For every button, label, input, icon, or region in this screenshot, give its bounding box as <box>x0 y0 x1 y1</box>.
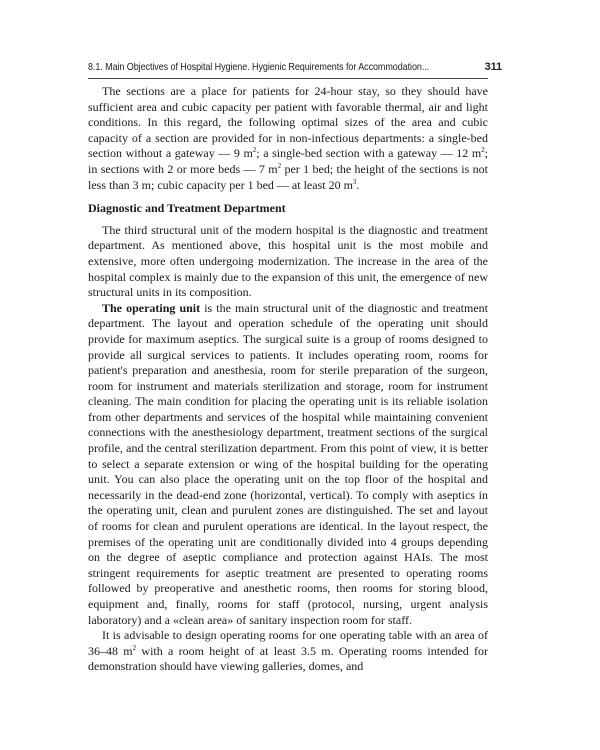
superscript: 3 <box>352 177 357 186</box>
paragraph-text: The sections are a place for patients for 24-hour stay, so they should have sufficient area and cubic capacity per patient with favorable thermal, air and light conditions. In this regard, the following optimal sizes of the area and cubic capacity of a section are provided for in non-infectious departments: a single-bed section without a gateway — 9 m <box>88 84 488 161</box>
bold-term: The operating unit <box>102 300 201 315</box>
superscript: 2 <box>252 146 257 155</box>
paragraph-text: with a room height of at least 3.5 m. Operating rooms intended for demonstration should have viewing galleries, domes, and <box>88 643 488 674</box>
body-text <box>88 84 488 675</box>
paragraph-text: ; a single-bed section with a gateway — 12 m <box>256 146 482 161</box>
paragraph-text: ; in sections with 2 or more beds — 7 m <box>88 146 489 176</box>
section-heading: Diagnostic and Treatment Department <box>88 201 286 216</box>
running-title: 8.1. Main Objectives of Hospital Hygiene. Hygienic Requirements for Accommodation... <box>88 61 430 73</box>
superscript: 2 <box>481 146 485 155</box>
paragraph-text: is the main structural unit of the diagnostic and treatment department. The layout and operation schedule of the operating unit should provide for maximum aseptics. The surgical suite is a group of rooms designed to provide all surgical services to patients. It includes operating room, rooms for patient's preparation and anesthesia, room for sterile preparation of the surgeon, room for instrument and materials sterilization and storage, room for instrument cleaning. The main condition for placing the operating unit is its reliable isolation from other departments and services of the hospital while maintaining convenient connections with the anesthesiology department, treatment sections of the surgical profile, and the central sterilization department. From this point of view, it is better to select a separate extension or wing of the hospital building for the operating unit. You can also place the operating unit on the top floor of the hospital and necessarily in the dead-end zone (horizontal, vertical). To comply with aseptics in the operating unit, clean and purulent zones are distinguished. The set and layout of rooms for clean and purulent operations are identical. In the layout respect, the premises of the operating unit are conditionally divided into 4 groups depending on the degree of aseptic compliance and protection against HAIs. The most stringent requirements for aseptic treatment are presented to operating rooms followed by preoperative and anesthetic rooms, then rooms for storing blood, equipment and, finally, rooms for staff (protocol, nursing, urgent analysis laboratory) and a «clean area» of sanitary inspection room for staff. <box>88 300 488 627</box>
superscript: 2 <box>132 643 137 652</box>
superscript: 2 <box>277 161 282 170</box>
paragraph-operating-rooms <box>88 628 488 675</box>
paragraph-operating-unit <box>88 301 488 628</box>
paragraph-text: per 1 bed; the height of the sections is not less than 3 m; cubic capacity per 1 bed — at least 20 m <box>88 161 488 192</box>
page-number: 311 <box>484 61 503 73</box>
header-rule <box>88 78 488 79</box>
paragraph-text: It is advisable to design operating rooms for one operating table with an area of 36–48 m <box>88 628 488 658</box>
running-header <box>88 61 503 73</box>
paragraph-diagnostic-department: The third structural unit of the modern hospital is the diagnostic and treatment department. As mentioned above, this hospital unit is the most mobile and extensive, more often undergoing modernization. The increase in the area of the hospital complex is mainly due to the expansion of this unit, the emergence of new structural units in its composition. <box>88 222 488 300</box>
paragraph-sections <box>88 84 488 193</box>
paragraph-text: . <box>356 177 360 192</box>
